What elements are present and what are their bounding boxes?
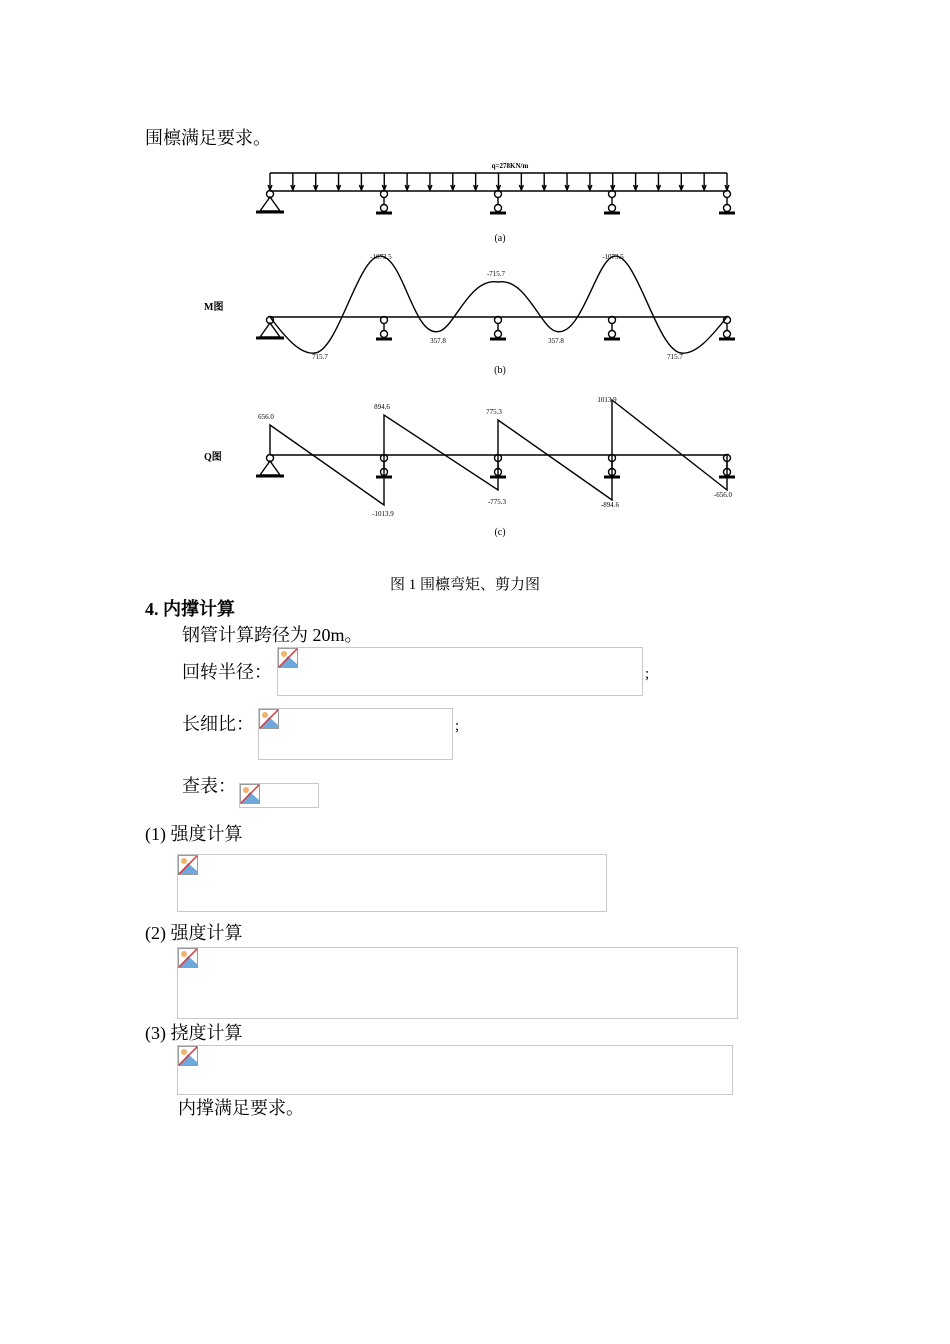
load-arrow	[382, 173, 386, 190]
broken-image-icon	[259, 709, 279, 729]
load-arrow	[474, 173, 478, 190]
load-arrow	[656, 173, 660, 190]
q-top-1: 656.0	[258, 413, 274, 421]
load-arrow	[519, 173, 523, 190]
q-top-3: 775.3	[486, 408, 502, 416]
slender-label: 长细比：	[182, 714, 254, 734]
panel-c-label: (c)	[494, 527, 506, 538]
lookup-value-image	[239, 783, 319, 808]
pinned-support	[256, 317, 284, 339]
supports-a	[256, 191, 735, 214]
pinned-support	[256, 455, 284, 477]
load-arrow	[542, 173, 546, 190]
q-bot-3: -894.6	[600, 501, 620, 509]
m-peak-left: -1073.5	[370, 253, 392, 261]
load-arrow	[359, 173, 363, 190]
load-arrow	[428, 173, 432, 190]
load-arrow	[588, 173, 592, 190]
m-trough-3: 357.8	[548, 337, 564, 345]
load-arrow	[314, 173, 318, 190]
item-2-heading: (2) 强度计算	[145, 923, 243, 943]
panel-a-load-diagram	[256, 173, 735, 213]
roller-support	[604, 317, 620, 340]
m-peak-mid: -715.7	[486, 270, 506, 278]
panel-b-label: (b)	[494, 365, 506, 376]
load-arrows	[268, 173, 729, 190]
radius-label: 回转半径：	[182, 662, 272, 682]
m-peak-right: -1073.5	[602, 253, 624, 261]
strength-formula-image-2	[177, 947, 738, 1019]
beam-moment-shear-figure	[200, 155, 760, 545]
load-arrow	[268, 173, 272, 190]
load-arrow	[634, 173, 638, 190]
m-trough-1: 715.7	[312, 353, 328, 361]
broken-image-icon	[178, 948, 198, 968]
load-arrow	[451, 173, 455, 190]
panel-a-label: (a)	[494, 233, 506, 244]
q-bot-4: -656.0	[713, 491, 733, 499]
load-arrow	[611, 173, 615, 190]
radius-formula-image	[277, 647, 643, 696]
broken-image-icon	[178, 855, 198, 875]
intro-line: 围檩满足要求。	[145, 128, 271, 148]
roller-support	[376, 317, 392, 340]
section-heading: 4. 内撑计算	[145, 599, 235, 619]
load-arrow	[405, 173, 409, 190]
deflection-formula-image	[177, 1045, 733, 1095]
span-line: 钢管计算跨径为 20m。	[182, 625, 363, 645]
m-trough-4: 715.7	[667, 353, 683, 361]
conclusion-line: 内撑满足要求。	[178, 1098, 304, 1118]
m-diagram-label: M图	[204, 302, 224, 313]
lookup-label: 查表：	[182, 776, 236, 796]
strength-formula-image-1	[177, 854, 607, 912]
roller-support	[719, 317, 735, 340]
load-arrow	[291, 173, 295, 190]
q-diagram-label: Q图	[204, 452, 222, 463]
q-top-2: 894.6	[374, 403, 390, 411]
q-top-4: 1013.9	[597, 396, 617, 404]
item-3-heading: (3) 挠度计算	[145, 1023, 243, 1043]
semicolon-2: ;	[455, 718, 460, 734]
q-bot-1: -1013.9	[372, 510, 394, 518]
load-arrow	[679, 173, 683, 190]
item-1-heading: (1) 强度计算	[145, 824, 243, 844]
load-arrow	[725, 173, 729, 190]
broken-image-icon	[278, 648, 298, 668]
slender-formula-image	[258, 708, 453, 760]
broken-image-icon	[240, 784, 260, 804]
semicolon-1: ;	[645, 666, 650, 682]
m-trough-2: 357.8	[430, 337, 446, 345]
figure-caption: 图 1 围檩弯矩、剪力图	[390, 577, 541, 593]
roller-support	[490, 191, 506, 214]
q-bot-2: -775.3	[487, 498, 507, 506]
load-arrow	[702, 173, 706, 190]
roller-support	[719, 191, 735, 214]
load-arrow	[497, 173, 501, 190]
load-arrow	[337, 173, 341, 190]
roller-support	[376, 191, 392, 214]
load-arrow	[565, 173, 569, 190]
broken-image-icon	[178, 1046, 198, 1066]
roller-support	[604, 191, 620, 214]
load-label: q=278KN/m	[491, 162, 529, 170]
roller-support	[490, 317, 506, 340]
pinned-support	[256, 191, 284, 213]
